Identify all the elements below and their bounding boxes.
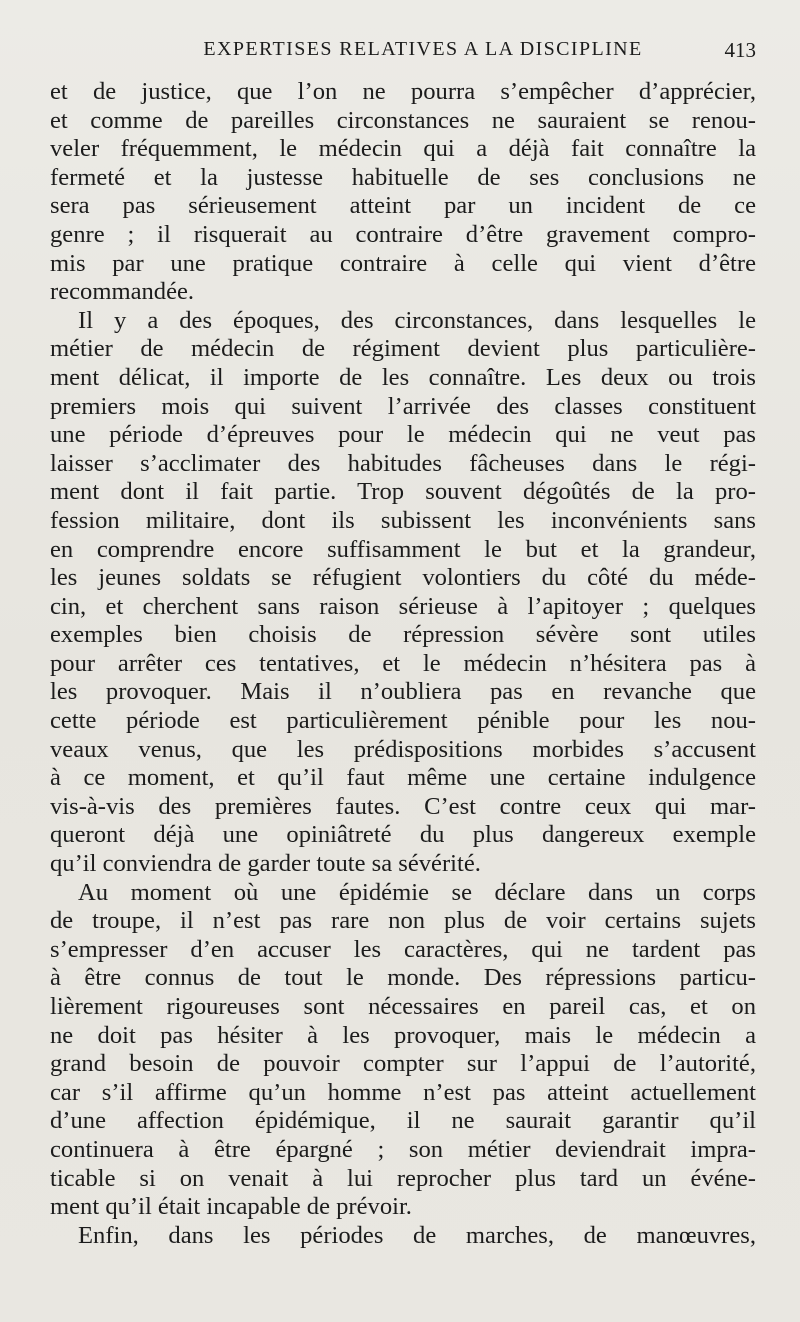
text-line: et comme de pareilles circonstances ne sauraient se renou- xyxy=(50,106,756,134)
text-line: ne doit pas hésiter à les provoquer, mais le médecin a xyxy=(50,1021,756,1049)
text-line: grand besoin de pouvoir compter sur l’appui de l’autorité, xyxy=(50,1050,756,1078)
text-line: sera pas sérieusement atteint par un incident de ce xyxy=(50,192,756,220)
text-line: premiers mois qui suivent l’arrivée des classes constituent xyxy=(50,392,756,420)
text-line: cin, et cherchent sans raison sérieuse à l’apitoyer ; quelques xyxy=(50,592,756,620)
paragraph xyxy=(50,307,756,879)
body-text xyxy=(50,78,756,1250)
text-line: ment délicat, il importe de les connaître. Les deux ou trois xyxy=(50,363,756,391)
paragraph xyxy=(50,1222,756,1251)
page-number: 413 xyxy=(724,38,756,62)
text-line: ment qu’il était incapable de prévoir. xyxy=(50,1193,412,1221)
paragraph xyxy=(50,78,756,307)
text-line: Il y a des époques, des circonstances, dans lesquelles le xyxy=(78,306,756,334)
text-line: métier de médecin de régiment devient plus particulière- xyxy=(50,335,756,363)
text-line: à être connus de tout le monde. Des répressions particu- xyxy=(50,964,756,992)
text-line: car s’il affirme qu’un homme n’est pas atteint actuellement xyxy=(50,1078,756,1106)
text-line: en comprendre encore suffisamment le but et la grandeur, xyxy=(50,535,756,563)
text-line: mis par une pratique contraire à celle qui vient d’être xyxy=(50,249,756,277)
running-header xyxy=(50,38,756,78)
text-line: Enfin, dans les périodes de marches, de manœuvres, xyxy=(78,1221,756,1249)
text-line: veler fréquemment, le médecin qui a déjà fait connaître la xyxy=(50,135,756,163)
running-title: EXPERTISES RELATIVES A LA DISCIPLINE xyxy=(203,38,643,60)
text-line: de troupe, il n’est pas rare non plus de voir certains sujets xyxy=(50,907,756,935)
text-line: les jeunes soldats se réfugient volontiers du côté du méde- xyxy=(50,564,756,592)
text-line: ment dont il fait partie. Trop souvent dégoûtés de la pro- xyxy=(50,478,756,506)
text-line: d’une affection épidémique, il ne saurait garantir qu’il xyxy=(50,1107,756,1135)
text-line: laisser s’acclimater des habitudes fâcheuses dans le régi- xyxy=(50,449,756,477)
text-line: veaux venus, que les prédispositions morbides s’accusent xyxy=(50,735,756,763)
text-line: vis-à-vis des premières fautes. C’est contre ceux qui mar- xyxy=(50,792,756,820)
text-line: pour arrêter ces tentatives, et le médecin n’hésitera pas à xyxy=(50,649,756,677)
text-line: queront déjà une opiniâtreté du plus dangereux exemple xyxy=(50,821,756,849)
text-line: et de justice, que l’on ne pourra s’empêcher d’apprécier, xyxy=(50,78,756,105)
text-line: lièrement rigoureuses sont nécessaires en pareil cas, et on xyxy=(50,993,756,1020)
text-line: les provoquer. Mais il n’oubliera pas en revanche que xyxy=(50,678,756,706)
text-line: fermeté et la justesse habituelle de ses conclusions ne xyxy=(50,163,756,191)
paragraph xyxy=(50,879,756,1222)
text-line: Au moment où une épidémie se déclare dans un corps xyxy=(78,878,756,906)
text-line: recommandée. xyxy=(50,278,195,306)
text-line: à ce moment, et qu’il faut même une certaine indulgence xyxy=(50,764,756,792)
text-line: qu’il conviendra de garder toute sa sévérité. xyxy=(50,850,481,878)
text-line: ticable si on venait à lui reprocher plus tard un événe- xyxy=(50,1164,756,1192)
text-line: une période d’épreuves pour le médecin qui ne veut pas xyxy=(50,421,756,449)
text-line: s’empresser d’en accuser les caractères, qui ne tardent pas xyxy=(50,935,756,963)
text-line: fession militaire, dont ils subissent les inconvénients sans xyxy=(50,506,756,534)
text-line: continuera à être épargné ; son métier deviendrait impra- xyxy=(50,1135,756,1163)
text-line: cette période est particulièrement pénible pour les nou- xyxy=(50,707,756,735)
text-line: genre ; il risquerait au contraire d’être gravement compro- xyxy=(50,220,756,248)
text-line: exemples bien choisis de répression sévère sont utiles xyxy=(50,621,756,649)
